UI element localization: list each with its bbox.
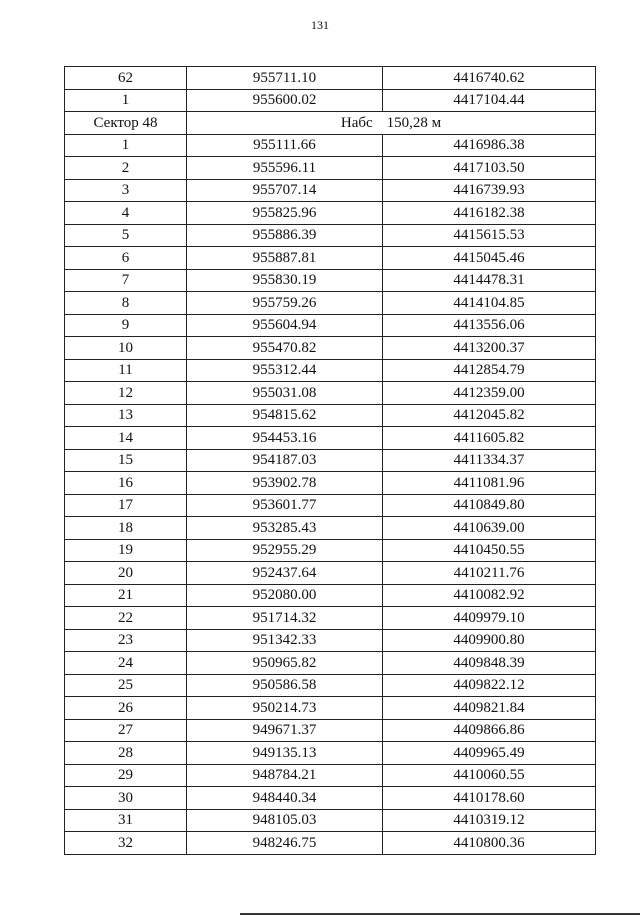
point-number-cell: 7 bbox=[65, 269, 187, 292]
x-coordinate-cell: 953902.78 bbox=[187, 472, 383, 495]
y-coordinate-cell: 4413200.37 bbox=[383, 337, 596, 360]
x-coordinate-cell: 955825.96 bbox=[187, 202, 383, 225]
x-coordinate-cell: 955111.66 bbox=[187, 134, 383, 157]
table-row bbox=[65, 562, 596, 585]
point-number-cell: 18 bbox=[65, 517, 187, 540]
y-coordinate-cell: 4409822.12 bbox=[383, 674, 596, 697]
table-row bbox=[65, 674, 596, 697]
y-coordinate-cell: 4415045.46 bbox=[383, 247, 596, 270]
y-coordinate-cell: 4417104.44 bbox=[383, 89, 596, 112]
table-row bbox=[65, 157, 596, 180]
y-coordinate-cell: 4411334.37 bbox=[383, 449, 596, 472]
table-row bbox=[65, 809, 596, 832]
x-coordinate-cell: 952080.00 bbox=[187, 584, 383, 607]
y-coordinate-cell: 4415615.53 bbox=[383, 224, 596, 247]
table-row bbox=[65, 134, 596, 157]
x-coordinate-cell: 955604.94 bbox=[187, 314, 383, 337]
table-row bbox=[65, 292, 596, 315]
point-number-cell: 11 bbox=[65, 359, 187, 382]
y-coordinate-cell: 4410060.55 bbox=[383, 764, 596, 787]
point-number-cell: 28 bbox=[65, 742, 187, 765]
x-coordinate-cell: 951714.32 bbox=[187, 607, 383, 630]
y-coordinate-cell: 4409979.10 bbox=[383, 607, 596, 630]
point-number-cell: 12 bbox=[65, 382, 187, 405]
y-coordinate-cell: 4410450.55 bbox=[383, 539, 596, 562]
x-coordinate-cell: 955711.10 bbox=[187, 67, 383, 90]
sector-height-cell bbox=[187, 112, 596, 135]
point-number-cell: 22 bbox=[65, 607, 187, 630]
table-row bbox=[65, 539, 596, 562]
y-coordinate-cell: 4411605.82 bbox=[383, 427, 596, 450]
table-row bbox=[65, 629, 596, 652]
point-number-cell: 31 bbox=[65, 809, 187, 832]
point-number-cell: 16 bbox=[65, 472, 187, 495]
x-coordinate-cell: 955031.08 bbox=[187, 382, 383, 405]
x-coordinate-cell: 955312.44 bbox=[187, 359, 383, 382]
sector-name-cell: Сектор 48 bbox=[65, 112, 187, 135]
y-coordinate-cell: 4410319.12 bbox=[383, 809, 596, 832]
x-coordinate-cell: 954815.62 bbox=[187, 404, 383, 427]
point-number-cell: 23 bbox=[65, 629, 187, 652]
page-edge-line bbox=[240, 913, 640, 915]
point-number-cell: 25 bbox=[65, 674, 187, 697]
x-coordinate-cell: 950586.58 bbox=[187, 674, 383, 697]
x-coordinate-cell: 954187.03 bbox=[187, 449, 383, 472]
y-coordinate-cell: 4409848.39 bbox=[383, 652, 596, 675]
point-number-cell: 1 bbox=[65, 134, 187, 157]
x-coordinate-cell: 948440.34 bbox=[187, 787, 383, 810]
y-coordinate-cell: 4409821.84 bbox=[383, 697, 596, 720]
point-number-cell: 6 bbox=[65, 247, 187, 270]
y-coordinate-cell: 4412854.79 bbox=[383, 359, 596, 382]
point-number-cell: 30 bbox=[65, 787, 187, 810]
table-row bbox=[65, 449, 596, 472]
x-coordinate-cell: 952955.29 bbox=[187, 539, 383, 562]
coordinates-table bbox=[64, 66, 596, 855]
table-row bbox=[65, 314, 596, 337]
y-coordinate-cell: 4412045.82 bbox=[383, 404, 596, 427]
point-number-cell: 15 bbox=[65, 449, 187, 472]
x-coordinate-cell: 955830.19 bbox=[187, 269, 383, 292]
table-row bbox=[65, 337, 596, 360]
point-number-cell: 26 bbox=[65, 697, 187, 720]
x-coordinate-cell: 948105.03 bbox=[187, 809, 383, 832]
table-row bbox=[65, 247, 596, 270]
point-number-cell: 5 bbox=[65, 224, 187, 247]
x-coordinate-cell: 948784.21 bbox=[187, 764, 383, 787]
table-row bbox=[65, 494, 596, 517]
y-coordinate-cell: 4410178.60 bbox=[383, 787, 596, 810]
point-number-cell: 21 bbox=[65, 584, 187, 607]
point-number-cell: 1 bbox=[65, 89, 187, 112]
table-row bbox=[65, 269, 596, 292]
point-number-cell: 17 bbox=[65, 494, 187, 517]
point-number-cell: 32 bbox=[65, 832, 187, 855]
point-number-cell: 3 bbox=[65, 179, 187, 202]
y-coordinate-cell: 4411081.96 bbox=[383, 472, 596, 495]
x-coordinate-cell: 955886.39 bbox=[187, 224, 383, 247]
y-coordinate-cell: 4416986.38 bbox=[383, 134, 596, 157]
point-number-cell: 9 bbox=[65, 314, 187, 337]
table-row bbox=[65, 719, 596, 742]
page-number: 131 bbox=[311, 18, 329, 32]
table-row bbox=[65, 584, 596, 607]
point-number-cell: 8 bbox=[65, 292, 187, 315]
x-coordinate-cell: 955596.11 bbox=[187, 157, 383, 180]
y-coordinate-cell: 4413556.06 bbox=[383, 314, 596, 337]
y-coordinate-cell: 4416182.38 bbox=[383, 202, 596, 225]
x-coordinate-cell: 950214.73 bbox=[187, 697, 383, 720]
coordinates-table-body bbox=[65, 67, 596, 855]
y-coordinate-cell: 4409965.49 bbox=[383, 742, 596, 765]
table-row bbox=[65, 224, 596, 247]
table-row bbox=[65, 697, 596, 720]
table-row bbox=[65, 832, 596, 855]
y-coordinate-cell: 4412359.00 bbox=[383, 382, 596, 405]
x-coordinate-cell: 953601.77 bbox=[187, 494, 383, 517]
y-coordinate-cell: 4410211.76 bbox=[383, 562, 596, 585]
point-number-cell: 14 bbox=[65, 427, 187, 450]
x-coordinate-cell: 949671.37 bbox=[187, 719, 383, 742]
point-number-cell: 62 bbox=[65, 67, 187, 90]
table-row bbox=[65, 202, 596, 225]
y-coordinate-cell: 4410639.00 bbox=[383, 517, 596, 540]
table-row bbox=[65, 359, 596, 382]
x-coordinate-cell: 949135.13 bbox=[187, 742, 383, 765]
point-number-cell: 20 bbox=[65, 562, 187, 585]
table-row bbox=[65, 404, 596, 427]
point-number-cell: 2 bbox=[65, 157, 187, 180]
y-coordinate-cell: 4410800.36 bbox=[383, 832, 596, 855]
point-number-cell: 13 bbox=[65, 404, 187, 427]
sector-height-value: 150,28 м bbox=[386, 114, 442, 131]
x-coordinate-cell: 951342.33 bbox=[187, 629, 383, 652]
x-coordinate-cell: 950965.82 bbox=[187, 652, 383, 675]
x-coordinate-cell: 955887.81 bbox=[187, 247, 383, 270]
point-number-cell: 10 bbox=[65, 337, 187, 360]
table-row bbox=[65, 764, 596, 787]
point-number-cell: 27 bbox=[65, 719, 187, 742]
y-coordinate-cell: 4410082.92 bbox=[383, 584, 596, 607]
table-row bbox=[65, 742, 596, 765]
table-row bbox=[65, 382, 596, 405]
x-coordinate-cell: 955600.02 bbox=[187, 89, 383, 112]
point-number-cell: 29 bbox=[65, 764, 187, 787]
y-coordinate-cell: 4416740.62 bbox=[383, 67, 596, 90]
point-number-cell: 24 bbox=[65, 652, 187, 675]
x-coordinate-cell: 948246.75 bbox=[187, 832, 383, 855]
x-coordinate-cell: 955707.14 bbox=[187, 179, 383, 202]
x-coordinate-cell: 955470.82 bbox=[187, 337, 383, 360]
y-coordinate-cell: 4410849.80 bbox=[383, 494, 596, 517]
point-number-cell: 19 bbox=[65, 539, 187, 562]
sector-header-row bbox=[65, 112, 596, 135]
table-row bbox=[65, 787, 596, 810]
sector-height-label: Набс bbox=[340, 114, 373, 131]
y-coordinate-cell: 4417103.50 bbox=[383, 157, 596, 180]
table-row bbox=[65, 427, 596, 450]
table-row bbox=[65, 472, 596, 495]
x-coordinate-cell: 953285.43 bbox=[187, 517, 383, 540]
table-row bbox=[65, 179, 596, 202]
y-coordinate-cell: 4414104.85 bbox=[383, 292, 596, 315]
table-row bbox=[65, 652, 596, 675]
x-coordinate-cell: 954453.16 bbox=[187, 427, 383, 450]
table-row bbox=[65, 517, 596, 540]
table-row bbox=[65, 607, 596, 630]
table-row bbox=[65, 89, 596, 112]
y-coordinate-cell: 4416739.93 bbox=[383, 179, 596, 202]
table-row bbox=[65, 67, 596, 90]
y-coordinate-cell: 4409900.80 bbox=[383, 629, 596, 652]
y-coordinate-cell: 4414478.31 bbox=[383, 269, 596, 292]
x-coordinate-cell: 955759.26 bbox=[187, 292, 383, 315]
point-number-cell: 4 bbox=[65, 202, 187, 225]
y-coordinate-cell: 4409866.86 bbox=[383, 719, 596, 742]
x-coordinate-cell: 952437.64 bbox=[187, 562, 383, 585]
